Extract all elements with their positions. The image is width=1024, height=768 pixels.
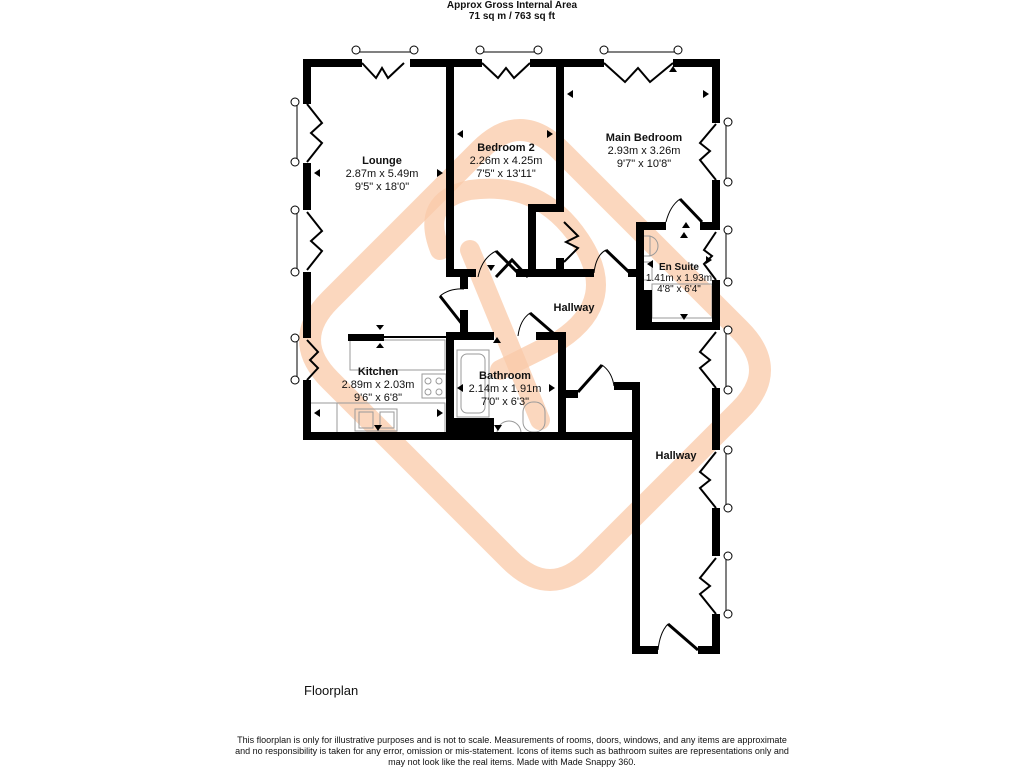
room-imperial: 4'8" x 6'4" [657,284,701,295]
room-metric: 1.41m x 1.93m [645,273,713,284]
room-name: Hallway [655,450,697,462]
room-name: Bedroom 2 [477,142,535,154]
room-metric: 2.93m x 3.26m [607,145,681,157]
disclaimer [0,735,1024,768]
room-metric: 2.89m x 2.03m [341,379,415,391]
room-metric: 2.26m x 4.25m [469,155,543,167]
room-imperial: 7'5" x 13'11" [476,168,536,180]
room-imperial: 9'5" x 18'0" [354,181,410,193]
room-kitchen [330,366,426,405]
room-hallway-upper [544,302,604,315]
disclaimer-line-1: This floorplan is only for illustrative purposes and is not to scale. Measurements of rooms, doors, windows, and any items are approximate [237,735,787,745]
room-name: Lounge [362,155,402,167]
room-bedroom-2 [460,142,552,181]
room-en-suite [644,262,714,295]
room-lounge [334,155,430,194]
room-name: Main Bedroom [605,132,683,144]
room-imperial: 9'6" x 6'8" [353,392,403,404]
room-name: Hallway [553,302,595,314]
room-imperial: 7'0" x 6'3" [480,396,530,408]
room-name: Kitchen [357,366,399,378]
area-value: 71 sq m / 763 sq ft [468,11,556,22]
watermark-logo [310,130,760,580]
room-imperial: 9'7" x 10'8" [616,158,672,170]
area-title: Approx Gross Internal Area [446,0,578,11]
room-metric: 2.87m x 5.49m [345,168,419,180]
disclaimer-line-3: may not look like the real items. Made with Made Snappy 360. [388,757,636,767]
room-metric: 2.14m x 1.91m [468,383,542,395]
room-hallway-lower [646,450,706,463]
room-name: Bathroom [479,370,531,382]
floor-title: Floorplan [304,683,359,698]
disclaimer-line-2: and no responsibility is taken for any error, omission or mis-statement. Icons of items such as bathroom suites are representations only and [235,746,789,756]
room-main-bedroom [594,132,694,171]
room-name: En Suite [658,262,699,273]
room-bathroom [458,370,552,409]
